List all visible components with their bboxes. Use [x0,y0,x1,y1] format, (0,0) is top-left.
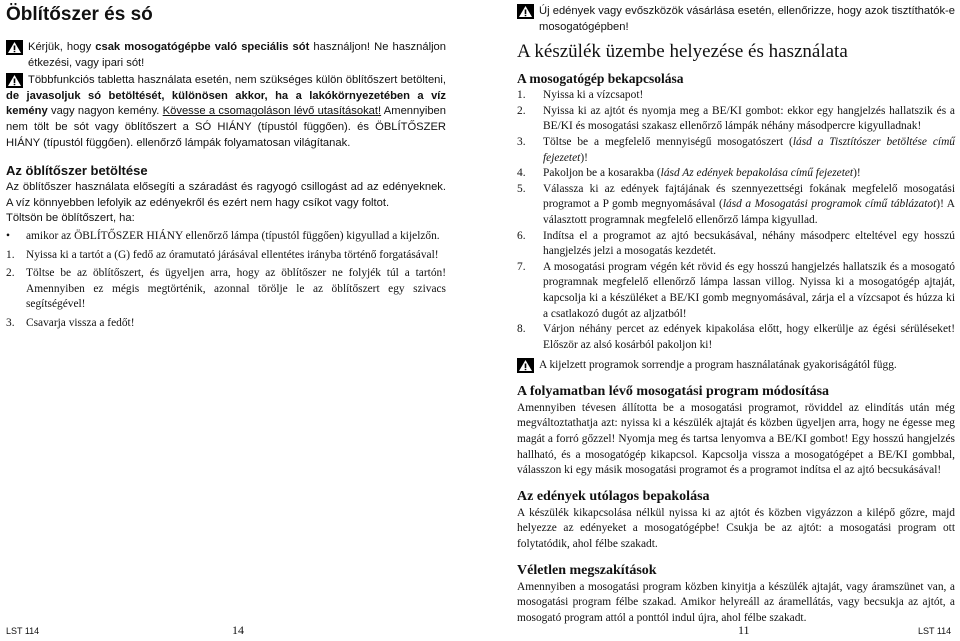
warning-salt [6,40,446,71]
list-item-step: 2. Töltse be az öblítőszert, és ügyeljen arra, hogy az öblítőszer ne folyjék túl a tartón! Amennyiben ez mégis megtörténik, azonnal törölje le az öblítőszert egy szivacs segítségével! [6,267,446,311]
subsection-title-add-dishes: Az edények utólagos bepakolása [517,488,710,504]
list-item-step: 4. Pakoljon be a kosarakba (lásd Az edények bepakolása című fejezetet)! [517,167,861,180]
warning-salt-text: Kérjük, hogy csak mosogatógépbe való speciális sót használjon! Ne használjon étkezési, vagy ipari sót! [28,41,447,69]
list-item-step: 1. Nyissa ki a tartót a (G) fedő az óramutató járásával ellentétes irányba történő forgatásával! [6,248,439,261]
left-page [6,4,446,332]
list-item-step: 3. Csavarja vissza a fedőt! [6,316,135,329]
list-item-step: 1. Nyissa ki a vízcsapot! [517,89,644,102]
bullet-icon: • [6,229,10,242]
list-item-step: 6. Indítsa el a programot az ajtó becsukásával, néhány másodperc elteltével egy hosszú hangjelzés jelzi a mosogatás kezdetét. [517,229,955,258]
page-number-right: 11 [738,623,750,637]
right-page [517,4,955,626]
list-item-step: 3. Töltse be a megfelelő mennyiségű mosogatószert (lásd a Tisztítószer betöltése című fejezetet)! [517,135,955,164]
warning-new-dishes-text: Új edények vagy evőszközök vásárlása esetén, ellenőrizze, hogy azok tisztíthatók-e mosogatógépben! [539,5,955,33]
subsection-title-modify-program: A folyamatban lévő mosogatási program módosítása [517,383,830,399]
section-title-rinse-aid: Az öblítőszer betöltése [6,163,148,179]
warning-multifunction-text: Többfunkciós tabletta használata esetén, nem szükséges külön öblítőszert betölteni, de javasoljuk só betöltését, különösen akkor, ha a lakókörnyezetében a víz kemény vagy nagyon kemény. Kövesse a csomagoláson lévő utasításokat! Amennyiben nem tölt be sót vagy öblítőszert a SÓ HIÁNY (típustól függően). és ÖBLÍTŐSZER HIÁNY (típustól függően). ellenőrző lámpák folyamatosan világítanak. [6,74,446,149]
rinse-aid-when: Töltsön be öblítőszert, ha: [6,212,135,225]
interruptions-text: Amennyiben a mosogatási program közben kinyitja a készülék ajtaját, vagy áramszünet van, a mosogatási program félbe szakad. Amikor helyreáll az áramellátás, vagy becsukja az ajtót, a mosogató program attól a ponttól indul újra, ahol félbe szakadt. [517,580,955,624]
switch-on-steps [517,88,955,353]
warning-multifunction [6,73,446,151]
list-item-step: 5. Válassza ki az edények fajtájának és szennyezettségi fokának megfelelő mosogatási programot a P gomb megnyomásával (lásd a Mosogatási programok című táblázatot)! A választott programnak megfelelő ellenőrző lámpa kigyullad. [517,182,955,226]
list-item-step: 7. A mosogatási program végén két rövid és egy hosszú hangjelzés hallatszik és a mosogató programnak megfelelő ellenőrző lámpa lassan villog. Nyissa ki a mosogatógép ajtaját, kapcsolja ki a készüléket a BE/KI gomb megnyomásával, zárja el a vízcsapot és húzza ki a csatlakozó dugót az aljzatból! [517,260,955,320]
warning-icon [6,40,23,55]
warning-icon [517,358,534,373]
footer-model-right: LST 114 [918,626,952,636]
page-title: Öblítőszer és só [6,4,153,25]
warning-program-order [517,358,955,374]
warning-program-order-text: A kijelzett programok sorrendje a program használatának gyakoriságától függ. [539,359,897,372]
subsection-title-switch-on: A mosogatógép bekapcsolása [517,71,684,87]
rinse-aid-steps [6,248,446,332]
footer-model-left: LST 114 [6,626,40,636]
list-item-step: 2. Nyissa ki az ajtót és nyomja meg a BE/KI gombot: ekkor egy hangjelzés hallatszik és a BE/KI és mosogatási szakasz ellenőrző lámpák néhány másodpercre kigyulladnak! [517,104,955,133]
subsection-title-interruptions: Véletlen megszakítások [517,562,657,578]
list-item-step: 8. Várjon néhány percet az edények kipakolása előtt, hogy elkerülje az égési sérüléseket! Először az alsó kosárból pakoljon ki! [517,323,955,351]
warning-new-dishes [517,4,955,35]
rinse-aid-description: Az öblítőszer használata elősegíti a száradást és ragyogó csillogást ad az edényeknek. A víz könnyebben lefolyik az edényekről és ezért nem hagy csíkot vagy foltot. [6,181,446,209]
warning-icon [517,4,534,19]
list-item-bullet: • amikor az ÖBLÍTŐSZER HIÁNY ellenőrző lámpa (típustól függően) kigyullad a kijelzőn. [6,229,446,245]
page-number-left: 14 [232,623,244,637]
modify-program-text: Amennyiben tévesen állította be a mosogatási programot, röviddel az elindítás után még megváltoztathatja azt: nyissa ki a készülék ajtaját és közben ügyeljen arra, hogy ne égesse meg magát a forró gőzzel! Nyomja meg és tartsa lenyomva a BE/KI gombot! Egy hosszú hangjelzés hallható, és a mosogatógép kikapcsol. Kapcsolja vissza a mosogatógépet a BE/KI gombbal, válasszon ki egy másik mosogatási programot és a programot indítsa el az ajtó becsukásával! [517,401,955,477]
add-dishes-text: A készülék kikapcsolása nélkül nyissa ki az ajtót és közben vigyázzon a kilépő gőzre, majd helyezze az edényeket a mosogatógépbe! Csukja be az ajtót: a mosogatási program ott folytatódik, ahol félbe szakadt. [517,506,955,551]
section-title-installation: A készülék üzembe helyezése és használata [517,41,848,63]
